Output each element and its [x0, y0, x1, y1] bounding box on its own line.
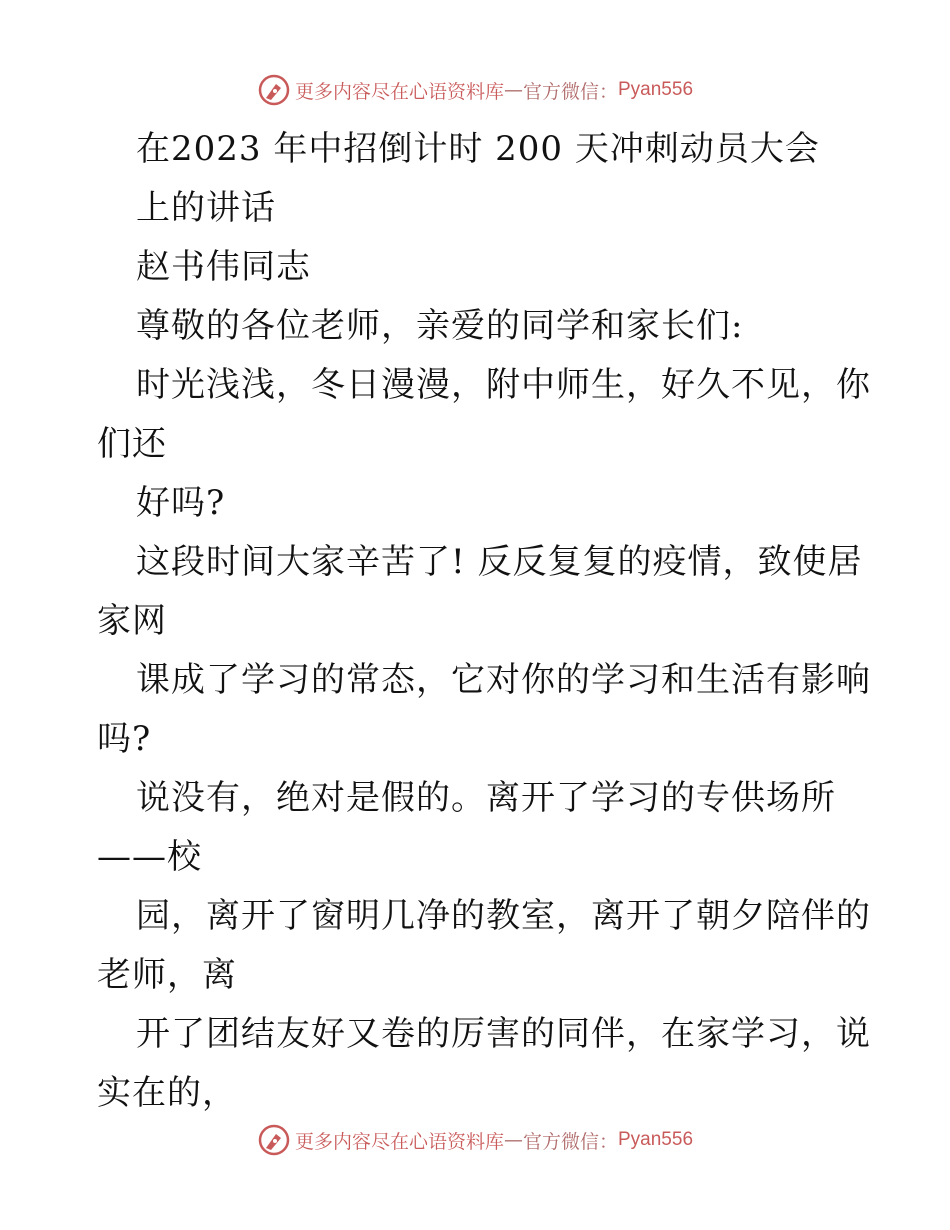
- banner-site-text: 更多内容尽在心语资料库: [294, 80, 504, 103]
- paragraph-line: 课成了学习的常态，它对你的学习和生活有影响: [136, 660, 871, 700]
- paragraph-line: 园，离开了窗明几净的教室，离开了朝夕陪伴的: [136, 896, 871, 936]
- paragraph-line: 实在的，: [97, 1073, 237, 1113]
- header-banner: [0, 70, 950, 110]
- document-body: [0, 120, 950, 1123]
- paragraph-line: 开了团结友好又卷的厉害的同伴，在家学习，说: [136, 1014, 871, 1054]
- banner-separator: —: [503, 1129, 523, 1151]
- paragraph-line: 吗?: [97, 719, 152, 759]
- banner-separator: —: [503, 79, 523, 101]
- banner-wechat-label: 官方微信：: [522, 1130, 618, 1153]
- paragraph-line: 老师，离: [97, 955, 237, 995]
- title-line-1: 在2023 年中招倒计时 200 天冲刺动员大会: [136, 129, 820, 169]
- paragraph-line: 这段时间大家辛苦了! 反反复复的疫情，致使居: [136, 542, 863, 582]
- banner-wechat-id: Pyan556: [618, 79, 694, 100]
- banner-wechat-id: Pyan556: [618, 1129, 694, 1150]
- pen-nib-logo-icon: [257, 73, 291, 107]
- author-line: 赵书伟同志: [136, 247, 311, 287]
- title-line-2: 上的讲话: [136, 188, 276, 228]
- salutation-line: 尊敬的各位老师，亲爱的同学和家长们:: [136, 306, 744, 346]
- paragraph-line: ——校: [97, 837, 202, 877]
- banner-site-text: 更多内容尽在心语资料库: [294, 1130, 504, 1153]
- paragraph-line: 家网: [97, 601, 167, 641]
- paragraph-line: 好吗?: [136, 483, 226, 523]
- footer-banner: [0, 1120, 950, 1160]
- pen-nib-logo-icon: [257, 1123, 291, 1157]
- paragraph-line: 说没有，绝对是假的。离开了学习的专供场所: [136, 778, 836, 818]
- banner-wechat-label: 官方微信：: [522, 80, 618, 103]
- paragraph-line: 们还: [97, 424, 167, 464]
- paragraph-line: 时光浅浅，冬日漫漫，附中师生，好久不见，你: [136, 365, 871, 405]
